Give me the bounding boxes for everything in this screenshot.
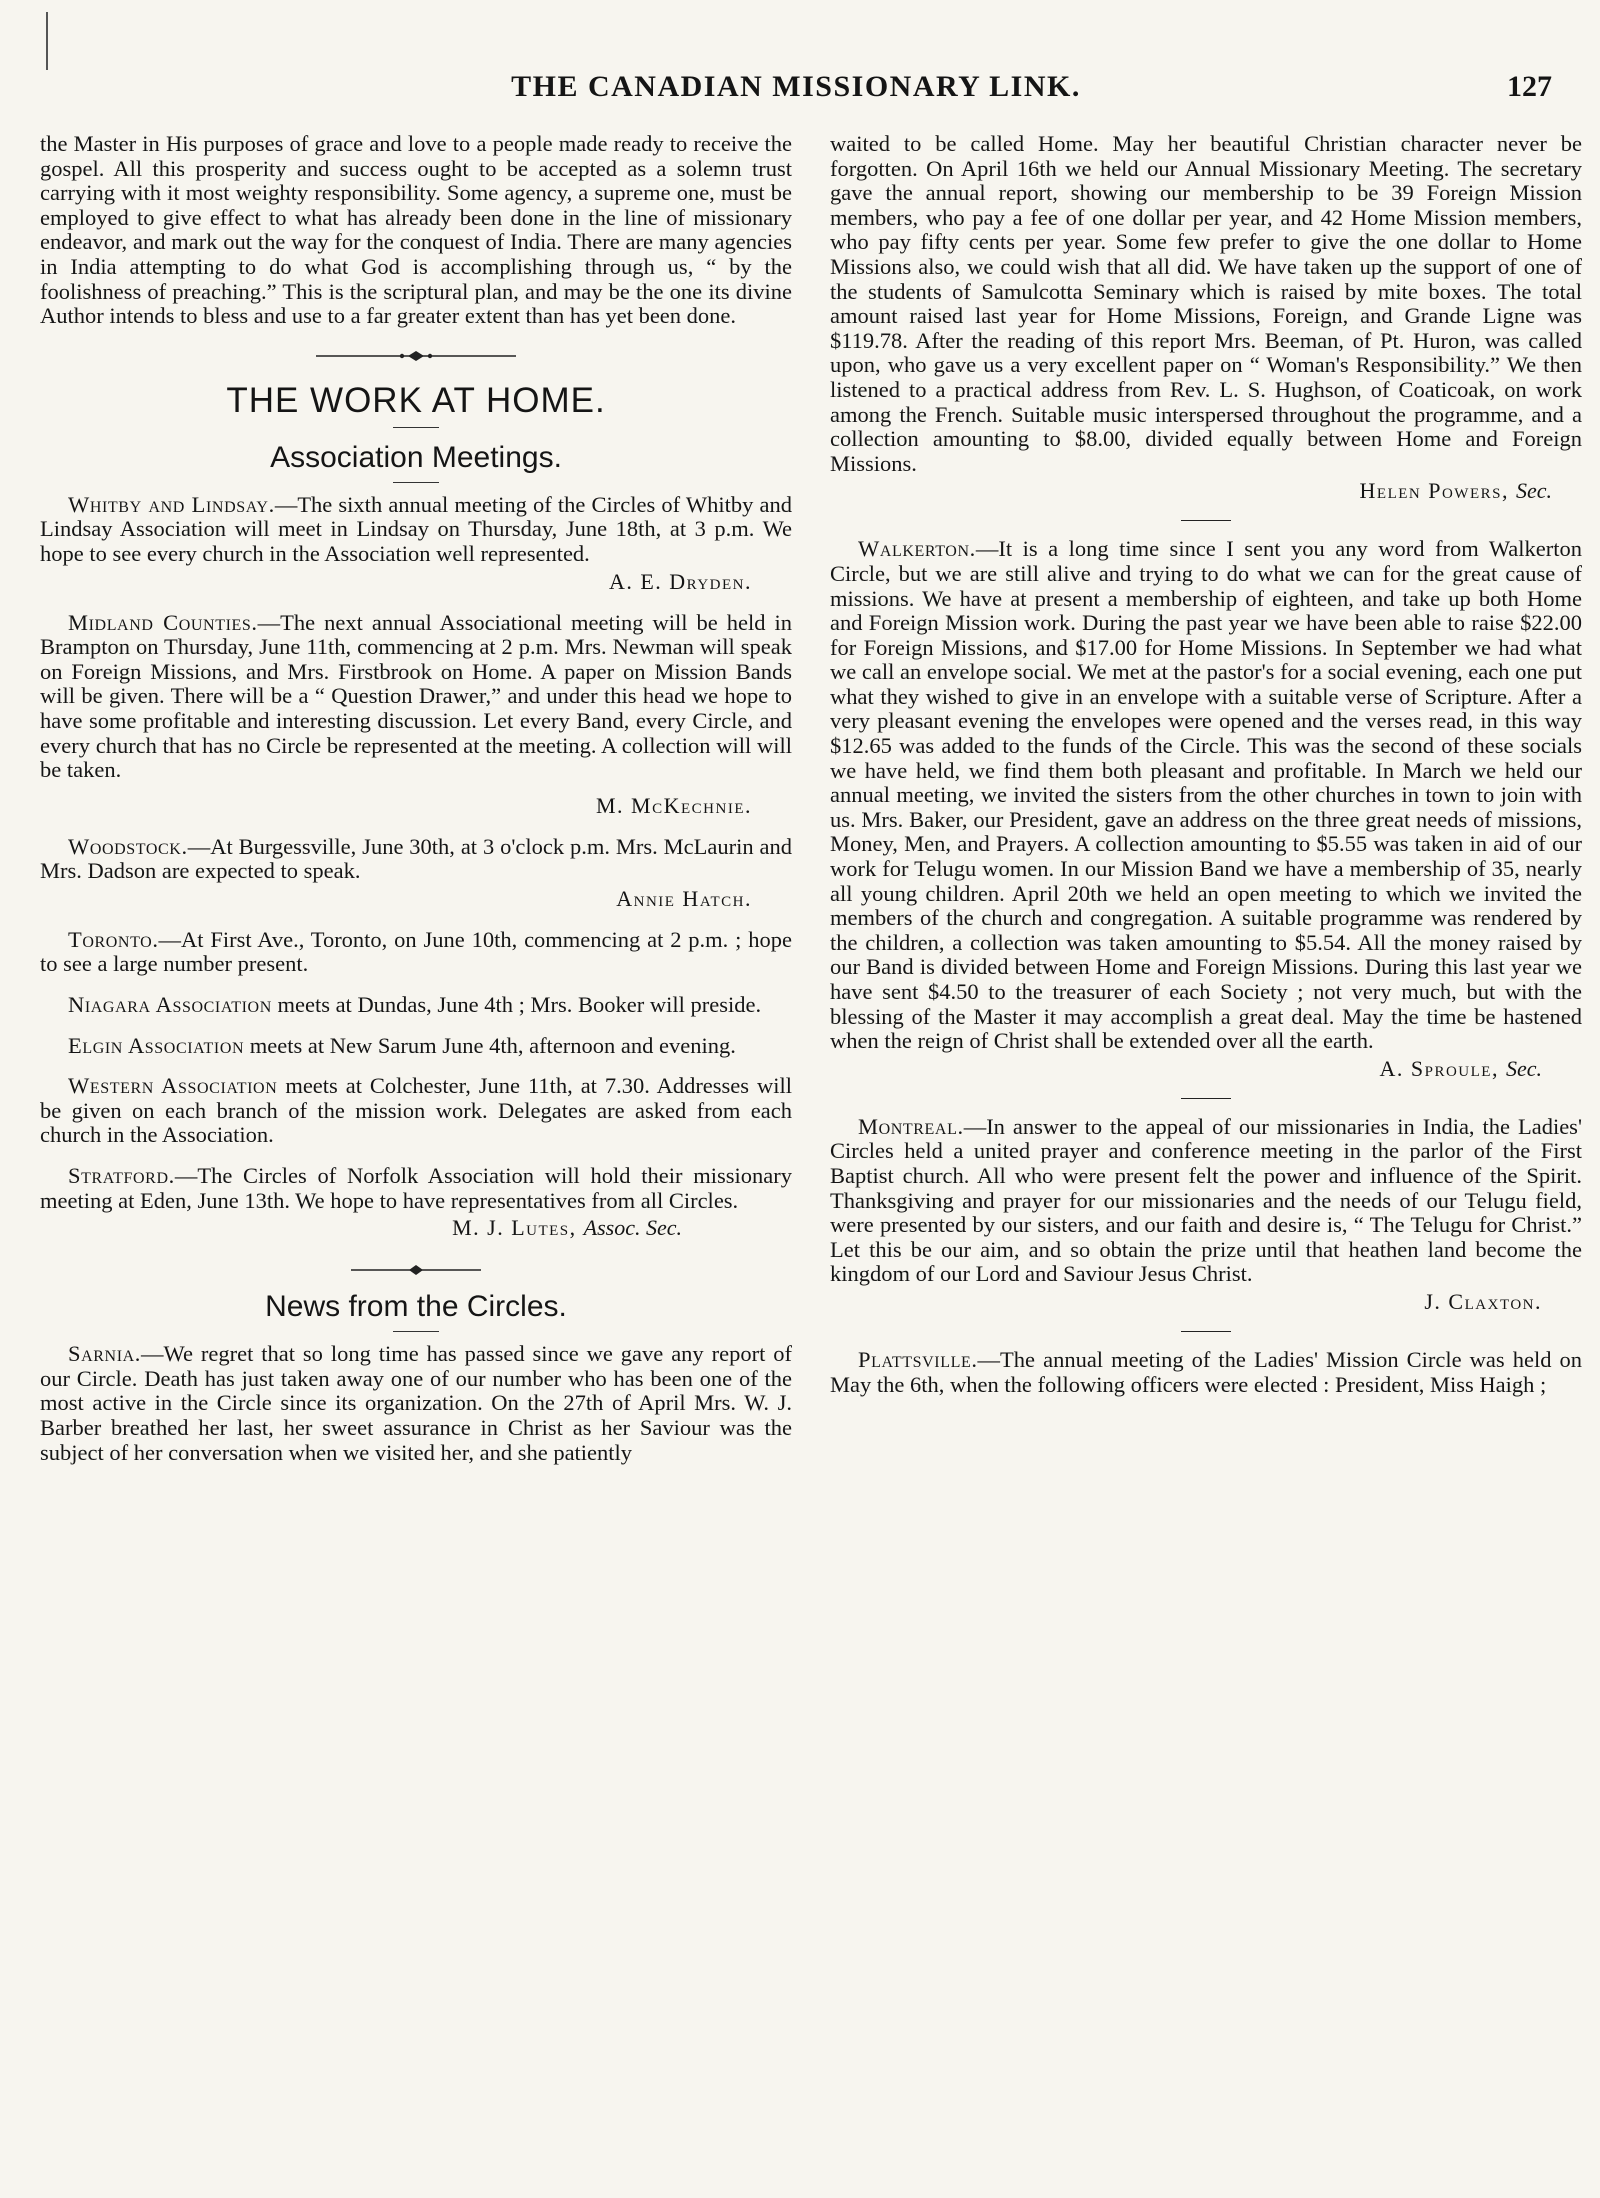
item-montreal <box>830 1115 1582 1287</box>
title-rule <box>393 427 439 428</box>
item-toronto <box>40 928 792 977</box>
item-niagara <box>40 993 792 1018</box>
signature-name: Helen Powers, <box>1359 478 1509 504</box>
item-lead: Elgin Association <box>68 1032 245 1058</box>
item-lead: Plattsville. <box>858 1346 978 1372</box>
signature: J. Claxton. <box>1424 1288 1542 1314</box>
signature-name: A. Sproule, <box>1379 1055 1499 1081</box>
margin-mark <box>46 12 48 70</box>
item-text: —At Burgessville, June 30th, at 3 o'clock p.m. Mrs. McLaurin and Mrs. Dadson are expected to speak. <box>40 833 792 884</box>
item-plattsville <box>830 1348 1582 1397</box>
item-sarnia <box>40 1342 792 1465</box>
item-text: —At First Ave., Toronto, on June 10th, commencing at 2 p.m. ; hope to see a large number present. <box>40 926 792 977</box>
signature: A. E. Dryden. <box>608 568 752 594</box>
item-elgin <box>40 1034 792 1059</box>
item-midland <box>40 611 792 783</box>
item-text: meets at Colchester, June 11th, at 7.30. Addresses will be given on each branch of the mission work. Delegates are asked from each church in the Association. <box>40 1073 792 1148</box>
item-text: meets at New Sarum June 4th, afternoon and evening. <box>244 1032 736 1058</box>
page-number: 127 <box>1507 70 1552 103</box>
item-stratford <box>40 1164 792 1213</box>
item-text: —The sixth annual meeting of the Circles of Whitby and Lindsay Association will meet in Lindsay on Thursday, June 18th, at 3 p.m. We hope to see every church in the Association well represented. <box>40 491 793 566</box>
left-column <box>40 132 792 1465</box>
signature-title: Sec. <box>1515 478 1552 504</box>
divider-rule <box>1181 520 1231 521</box>
item-lead: Stratford. <box>68 1163 175 1189</box>
signature <box>40 1215 682 1241</box>
signature: Annie Hatch. <box>616 885 752 911</box>
item-lead: Woodstock. <box>68 833 188 859</box>
signature: M. McKechnie. <box>595 792 752 818</box>
sarnia-continued: waited to be called Home. May her beautiful Christian character never be forgotten. On April 16th we held our Annual Missionary Meeting. The secretary gave the annual report, showing our membership to be 39 Foreign Mission members, who pay a fee of one dollar per year, and 42 Home Mission members, who pay fifty cents per year. Some few prefer to give the one dollar to Home Missions also, we could wish that all did. We have taken up the support of one of the students of Samulcotta Seminary which is raised by mite boxes. The total amount raised last year for Home Missions, Foreign, and Grande Ligne was $119.78. After the reading of this report Mrs. Beeman, of Pt. Huron, was called upon, who gave us a very excellent paper on “ Woman's Responsibility.” We then listened to a practical address from Rev. L. S. Hughson, of Coaticoak, on work among the French. Suitable music interspersed throughout the programme, and a collection amounting to $8.00, divided equally between Home and Foreign Missions. <box>830 131 1582 476</box>
item-lead: Western Association <box>68 1073 278 1099</box>
item-text: —The Circles of Norfolk Association will hold their missionary meeting at Eden, June 13th. We hope to have representatives from all Circles. <box>40 1163 792 1213</box>
subheading-rule <box>393 482 439 483</box>
ornament-rule-icon <box>351 1264 481 1276</box>
item-lead: Montreal. <box>858 1113 964 1139</box>
section-ornament <box>40 339 792 373</box>
signature <box>830 1056 1542 1082</box>
subheading-rule <box>393 1331 439 1332</box>
divider-rule <box>1181 1331 1231 1332</box>
page-header <box>40 70 1552 110</box>
intro-paragraph: the Master in His purposes of grace and love to a people made ready to receive the gospel. All this prosperity and success ought to be accepted as a solemn trust carrying with it most weighty responsibility. Some agency, a supreme one, must be employed to give effect to what has already been done in the line of missionary endeavor, and mark out the way for the conquest of India. There are many agencies in India attempting to do what God is accomplishing through us, “ by the foolishness of preaching.” This is the scriptural plan, and may be the one its divine Author intends to bless and use to a far greater extent than has yet been done. <box>40 131 792 329</box>
ornament-rule-icon <box>316 350 516 362</box>
item-lead: Walkerton. <box>858 536 976 562</box>
subheading-circles: News from the Circles. <box>265 1290 567 1324</box>
item-text: —The next annual Associational meeting will be held in Brampton on Thursday, June 11th, commencing at 2 p.m. Mrs. Newman will speak on Foreign Missions, and Mrs. Firstbrook on Home. A paper on Mission Bands will be given. There will be a “ Question Drawer,” and under this head we hope to have some profitable and interesting discussion. Let every Band, every Circle, and every church that has no Circle be represented at the meeting. A collection will will be taken. <box>40 609 792 783</box>
signature-name: M. J. Lutes, <box>452 1215 577 1241</box>
item-lead: Toronto. <box>68 926 159 952</box>
right-column <box>830 132 1582 1397</box>
subheading-associations: Association Meetings. <box>270 440 562 474</box>
item-walkerton <box>830 537 1582 1053</box>
item-text: —The annual meeting of the Ladies' Mission Circle was held on May the 6th, when the following officers were elected : President, Miss Haigh ; <box>830 1346 1582 1397</box>
item-text: —In answer to the appeal of our missionaries in India, the Ladies' Circles held a united prayer and conference meeting in the parlor of the First Baptist church. All who were present felt the power and influence of the Spirit. Thanksgiving and prayer for our missionaries and the needs of our Telugu field, were presented by our sisters, and our faith and desire is, “ The Telugu for Christ.” Let this be our aim, and so obtain the prize until that heathen land become the kingdom of our Lord and Saviour Jesus Christ. <box>830 1113 1582 1287</box>
item-lead: Midland Counties. <box>68 609 258 635</box>
section-ornament <box>40 1253 792 1287</box>
signature-title: Assoc. Sec. <box>583 1215 682 1241</box>
item-western <box>40 1074 792 1148</box>
running-title: THE CANADIAN MISSIONARY LINK. <box>511 70 1081 103</box>
item-text: —We regret that so long time has passed since we gave any report of our Circle. Death has just taken away one of our number who has been one of the most active in the Circle since its organization. On the 27th of April Mrs. W. J. Barber breathed her last, her sweet assurance in Christ as her Saviour was the subject of her conversation when we visited her, and she patiently <box>40 1341 792 1465</box>
divider-rule <box>1181 1098 1231 1099</box>
item-lead: Sarnia. <box>68 1341 142 1367</box>
signature <box>830 478 1552 504</box>
item-text: —It is a long time since I sent you any word from Walkerton Circle, but we are still alive and trying to do what we can for the great cause of missions. We have at present a membership of eighteen, and take up both Home and Foreign Mission work. During the past year we have been able to raise $22.00 for Foreign Missions, and $17.00 for Home Missions. In September we had what we call an envelope social. We met at the pastor's for a social evening, each one put what they wished to give in an envelope with a suitable verse of Scripture. After a very pleasant evening the envelopes were opened and the verses read, in this way $12.65 was added to the funds of the Circle. This was the second of these socials we have held, we find them both pleasant and profitable. In March we held our annual meeting, we invited the sisters from the other churches in town to join with us. Mrs. Baker, our President, gave an address on the three great needs of missions, Money, Men, and Prayers. A collection amounting to $5.55 was taken in aid of our work for Telugu women. In our Mission Band we have a membership of 35, nearly all young children. April 20th we held an open meeting to which we invited the members of the church and congregation. A suitable programme was rendered by the children, a collection was taken amounting to $5.54. All the money raised by our Band is divided between Home and Foreign Missions. During this last year we have sent $4.50 to the treasurer of each Society ; not very much, but with the blessing of the Master it may accomplish a great deal. May the time be hastened when the reign of Christ shall be extended over all the earth. <box>830 536 1582 1054</box>
item-lead: Whitby and Lindsay. <box>68 491 275 517</box>
item-text: meets at Dundas, June 4th ; Mrs. Booker will preside. <box>271 992 762 1018</box>
signature-title: Sec. <box>1505 1055 1542 1081</box>
section-title: THE WORK AT HOME. <box>226 380 606 420</box>
item-lead: Niagara Association <box>68 992 272 1018</box>
item-whitby <box>40 493 792 567</box>
item-woodstock <box>40 835 792 884</box>
